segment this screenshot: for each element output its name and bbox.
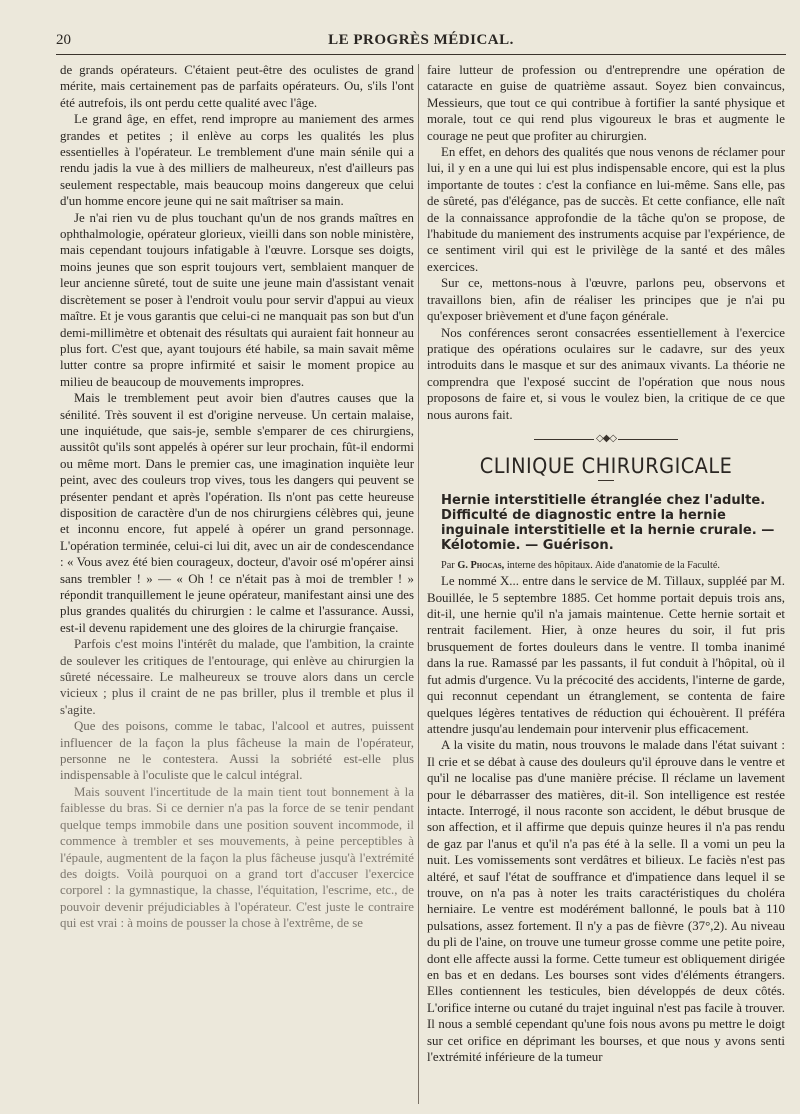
paragraph: de grands opérateurs. C'étaient peut-être des oculistes de grand mérite, mais certainement pas de parfaits opérateurs. Ou, s'ils l'ont été autrefois, ils ont perdu cette qualité avec l'âge. [60, 63, 414, 110]
byline [427, 559, 785, 573]
paragraph: faire lutteur de profession ou d'entreprendre une opération de cataracte en guise de quatrième assaut. Soyez bien convaincus, Messieurs, que tout ce qui contribue à fortifier la santé physique et morale, tout ce qui rend plus vigoureux le bras et augmente le courage ne peut que profiter au chirurgien. [427, 63, 785, 143]
byline-prefix: Par [441, 560, 455, 572]
paragraph: Nos conférences seront consacrées essentiellement à l'exercice pratique des opérations oculaires sur le cadavre, sur des yeux introduits dans le masque et sur des animaux vivants. La théorie ne comprendra que l'exposé succint de l'opération que nous nous proposons de faire et, si vous le voulez bien, la critique de ce que nous aurons fait. [427, 325, 785, 422]
journal-title: LE PROGRÈS MÉDICAL. [328, 32, 514, 48]
paragraph: Je n'ai rien vu de plus touchant qu'un de nos grands maîtres en ophthalmologie, opérateur glorieux, vieilli dans son noble ministère, mais cependant toujours infatigable à l'œuvre. Lorsque ses doigts, moins jeunes que son esprit toujours vert, semblaient manquer de leur ancienne sûreté, tout de suite une jeune main d'assistant venait discrètement se poser à l'endroit voulu pour servir d'appui au vieux maître. Et je vous garantis que celui-ci ne manquait pas son but d'un demi-millimètre et obtenait des résultats qui auraient fait honneur au plus fort. C'est que, ayant toujours été habile, sa main savait même lutter contre sa propre infirmité et saisir le moment propice au milieu de beaucoup de mouvements impropres. [60, 210, 414, 389]
section-title: CLINIQUE CHIRURGICALE [479, 453, 733, 478]
paragraph: En effet, en dehors des qualités que nous venons de réclamer pour lui, il y en a une qui lui est plus indispensable encore, qui est la plus importante de toutes : c'est la confiance en lui-même. Sans elle, pas de sûreté, pas d'élégance, pas de succès. Et cette confiance, elle naît de la connaissance approfondie de la tâche qu'on se propose, de l'habitude du maniement des instruments acquise par l'expérience, de ce sentiment viril qui est le privilège de la santé et des mâles exercices. [427, 145, 785, 274]
paragraph: Sur ce, mettons-nous à l'œuvre, parlons peu, observons et travaillons bien, afin de réaliser les principes que je n'ai pu qu'exposer brièvement et d'une façon générale. [427, 276, 785, 324]
paragraph: Parfois c'est moins l'intérêt du malade, que l'ambition, la crainte de soulever les critiques de l'entourage, qui enlève au chirurgien la sûreté nécessaire. Le malheureux se trouve alors dans un cercle vicieux ; plus il craint de ne pas briller, plus il tremble et plus il s'agite. [60, 637, 414, 717]
paragraph: Que des poisons, comme le tabac, l'alcool et autres, puissent influencer de la façon la plus fâcheuse la main de l'opérateur, personne ne le contestera. Aussi la sobriété est-elle plus indispensable à l'oculiste que le calcul intégral. [60, 719, 414, 783]
byline-affiliation: interne des hôpitaux. Aide d'anatomie de la Faculté. [506, 560, 720, 572]
running-head [56, 32, 786, 55]
paragraph: Mais souvent l'incertitude de la main tient tout bonnement à la faiblesse du bras. Si ce dernier n'a pas la force de se tenir pendant quelque temps immobile dans une position souvent incommode, il commence à trembler et ses mouvements, à peine perceptibles à l'épaule, augmentent de la façon la plus fâcheuse jusqu'à l'extrémité des doigts. Voilà pourquoi on a grand tort d'accuser l'exercice corporel : la gymnastique, la chasse, l'équitation, l'escrime, etc., de pouvoir devenir préjudiciables à l'opérateur. C'est juste le contraire qui est vrai : à moins de pousser la chose à l'extrême, de se [60, 784, 414, 931]
paragraph: Mais le tremblement peut avoir bien d'autres causes que la sénilité. Très souvent il est d'origine nerveuse. Un certain malaise, une inquiétude, que sais-je, semble s'emparer de ces chirurgiens, aussitôt qu'ils sont appelés à opérer sur leur prochain, fût-il endormi ou même mort. Dans le premier cas, une imagination inquiète leur peint, avec des couleurs trop vives, tous les dangers qui peuvent se présenter pendant et après l'opération. Ils n'ont pas cette heureuse disposition de caractère d'un de nos chirurgiens célèbres qui, jeune et inconnu encore, fut appelé à opérer un grand personnage. L'opération terminée, celui-ci lui dit, avec un air de condescendance : « Vous avez été bien courageux, docteur, d'avoir osé m'opérer ainsi sans trembler ! » — « Oh ! ce n'était pas à moi de trembler ! » répondit tranquillement le jeune opérateur, manifestant ainsi une des plus grandes qualités du chirurgien : le calme et l'assurance. Aussi, est-il devenu rapidement une des gloires de la chirurgie française. [60, 391, 414, 635]
page-number: 20 [56, 32, 71, 48]
paragraph: Le grand âge, en effet, rend impropre au maniement des armes grandes et petites ; il enlève au corps les qualités les plus essentielles à l'opérateur. Le tremblement d'une main sénile qui a rendu jadis la vue à des milliers de malheureux, n'est d'ailleurs pas seulement respectable, mais beaucoup moins dangereux que celui d'un homme encore jeune qui ne sait maîtriser sa main. [60, 112, 414, 209]
column-divider [418, 64, 419, 1104]
right-column [427, 62, 785, 1108]
short-rule [598, 480, 614, 481]
article-title: Hernie interstitielle étranglée chez l'adulte. Difficulté de diagnostic entre la hernie inguinale interstitielle et la hernie crurale. — Kélotomie. — Guérison. [441, 493, 775, 554]
section-ornament: ◇◆◇ [427, 431, 785, 448]
left-column [60, 62, 414, 1108]
article-paragraph: A la visite du matin, nous trouvons le malade dans l'état suivant : Il crie et se débat à cause des douleurs qu'il éprouve dans le ventre et qu'il ne localise pas d'une manière précise. Il réclame un lavement pour le débarrasser des matières, dit-il. Son intelligence est restée intacte. Interrogé, il nous raconte son accident, le début brusque de son affection, et il affirme que depuis quinze heures il n'a pas rendu de gaz par l'anus et qu'il n'a pas été à la selle. Il a vomi un peu la nuit. Les vomissements sont verdâtres et bilieux. Le faciès n'est pas altéré, et sauf l'état de souffrance et d'impatience dans lequel il se trouve, on n'a pas à noter les traits caractéristiques du choléra herniaire. Le ventre est modérément ballonné, le pouls bat à 110 pulsations, assez fortement. Il n'y a pas de fièvre (37°,2). Au niveau du pli de l'aine, on trouve une tumeur grosse comme une petite poire, dont elle affecte aussi la forme. Cette tumeur est obliquement dirigée en bas et en dedans. Les bourses sont vides d'éléments étrangers. Elles contiennent les testicules, bien développés de deux côtés. L'orifice interne ou cutané du trajet inguinal n'est pas facile à trouver. Il nous a semblé cependant qu'une fois nous avons pu mettre le doigt sur cet orifice en déprimant les bourses, et que nous y avons senti l'extrémité inférieure de la tumeur [427, 738, 785, 1065]
article-paragraph: Le nommé X... entre dans le service de M. Tillaux, suppléé par M. Bouillée, le 5 septembre 1885. Cet homme portait depuis trois ans, dit-il, une hernie qu'il n'a jamais maintenue. Cette hernie sortait et rentrait facilement. Hier, à onze heures du soir, il fut pris brusquement de fortes douleurs dans le ventre. Il tomba inanimé dans la rue. Ramassé par les passants, il fut conduit à l'hôpital, où il fut admis d'urgence. Vu la précocité des accidents, l'interne de garde, qui reconnut cependant un étranglement, se contenta de faire quelques légères tentatives de réduction qui échouèrent. Il préféra attendre jusqu'au lendemain pour intervenir plus efficacement. [427, 574, 785, 736]
byline-author: G. Phocas, [457, 560, 505, 572]
